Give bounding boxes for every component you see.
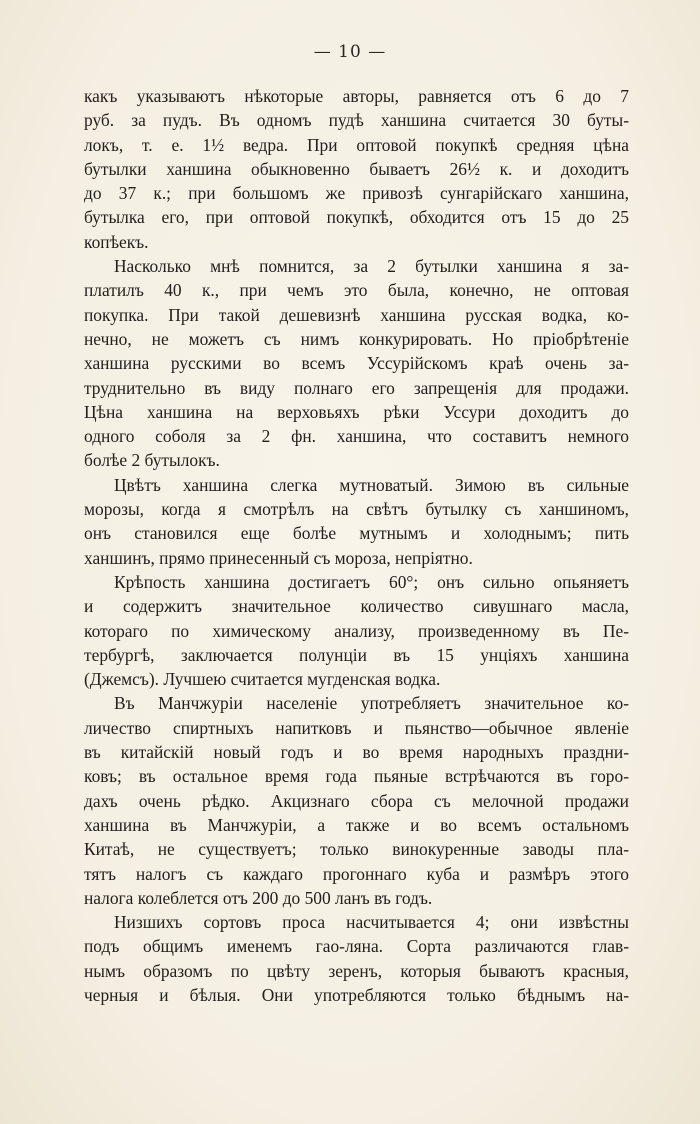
- paragraph-start-line: Въ Манчжуріи населеніе употребляетъ значительное ко-: [114, 693, 629, 714]
- text-line: котораго по химическому анализу, произведенному въ Пе-: [84, 620, 629, 641]
- text-line: нечно, не можетъ съ нимъ конкурировать. Но пріобрѣтеніе: [84, 328, 629, 349]
- text-line: тербургѣ, заключается полунціи въ 15 унціяхъ ханшина: [84, 644, 629, 665]
- text-line: морозы, когда я смотрѣлъ на свѣтъ бутылку съ ханшиномъ,: [84, 499, 629, 520]
- text-line: и содержитъ значительное количество сивушнаго масла,: [84, 596, 629, 617]
- text-line: тятъ налогъ съ каждаго прогоннаго куба и размѣръ этого: [84, 863, 629, 884]
- text-line: подъ общимъ именемъ гао-ляна. Сорта различаются глав-: [84, 936, 629, 957]
- text-line: бутылки ханшина обыкновенно бываетъ 26½ к. и доходитъ: [84, 158, 629, 179]
- text-line: ханшинъ, прямо принесенный съ мороза, непріятно.: [84, 547, 473, 568]
- text-line: платилъ 40 к., при чемъ это была, конечно, не оптовая: [84, 280, 629, 301]
- text-line: въ китайскій новый годъ и во время народныхъ праздни-: [84, 742, 629, 763]
- paragraph-start-line: Низшихъ сортовъ проса насчитывается 4; они извѣстны: [114, 912, 629, 933]
- text-line: (Джемсъ). Лучшею считается мугденская водка.: [84, 669, 441, 690]
- text-line: нымъ образомъ по цвѣту зеренъ, которыя бываютъ красныя,: [84, 960, 629, 981]
- text-line: одного соболя за 2 фн. ханшина, что составитъ немного: [84, 426, 629, 447]
- text-line: ханшина въ Манчжуріи, а также и во всемъ остальномъ: [84, 814, 629, 835]
- body-text: [84, 84, 629, 1007]
- page-number: — 10 —: [313, 42, 387, 62]
- text-line: онъ становился еще болѣе мутнымъ и холоднымъ; пить: [84, 523, 629, 544]
- text-line: труднительно въ виду полнаго его запрещенія для продажи.: [84, 377, 629, 398]
- text-line: какъ указываютъ нѣкоторые авторы, равняется отъ 6 до 7: [84, 86, 629, 106]
- text-line: покупка. При такой дешевизнѣ ханшина русская водка, ко-: [84, 304, 629, 325]
- text-line: личество спиртныхъ напитковъ и пьянство—обычное явленіе: [84, 717, 629, 738]
- paragraph-start-line: Насколько мнѣ помнится, за 2 бутылки ханшина я за-: [114, 256, 629, 277]
- text-line: локъ, т. е. 1½ ведра. При оптовой покупкѣ средняя цѣна: [84, 134, 629, 155]
- text-line: Китаѣ, не существуетъ; только винокуренные заводы пла-: [84, 839, 629, 860]
- text-line: до 37 к.; при большомъ же привозѣ сунгарійскаго ханшина,: [84, 183, 629, 204]
- text-line: копѣекъ.: [84, 231, 149, 252]
- text-line: налога колеблется отъ 200 до 500 ланъ въ годъ.: [84, 887, 433, 908]
- text-line: дахъ очень рѣдко. Акцизнаго сбора съ мелочной продажи: [84, 790, 629, 811]
- text-line: руб. за пудъ. Въ одномъ пудѣ ханшина считается 30 буты-: [84, 110, 629, 131]
- paragraph-start-line: Крѣпость ханшина достигаетъ 60°; онъ сильно опьяняетъ: [114, 571, 629, 592]
- text-line: болѣе 2 бутылокъ.: [84, 450, 220, 471]
- text-line: черныя и бѣлыя. Они употребляются только бѣднымъ на-: [84, 984, 629, 1005]
- paragraph-start-line: Цвѣтъ ханшина слегка мутноватый. Зимою въ сильные: [114, 474, 629, 495]
- text-line: Цѣна ханшина на верховьяхъ рѣки Уссури доходитъ до: [84, 401, 629, 422]
- text-line: бутылка его, при оптовой покупкѣ, обходится отъ 15 до 25: [84, 207, 629, 228]
- text-line: ханшина русскими во всемъ Уссурійскомъ краѣ очень за-: [84, 353, 629, 374]
- text-line: ковъ; въ остальное время года пьяные встрѣчаются въ горо-: [84, 766, 629, 787]
